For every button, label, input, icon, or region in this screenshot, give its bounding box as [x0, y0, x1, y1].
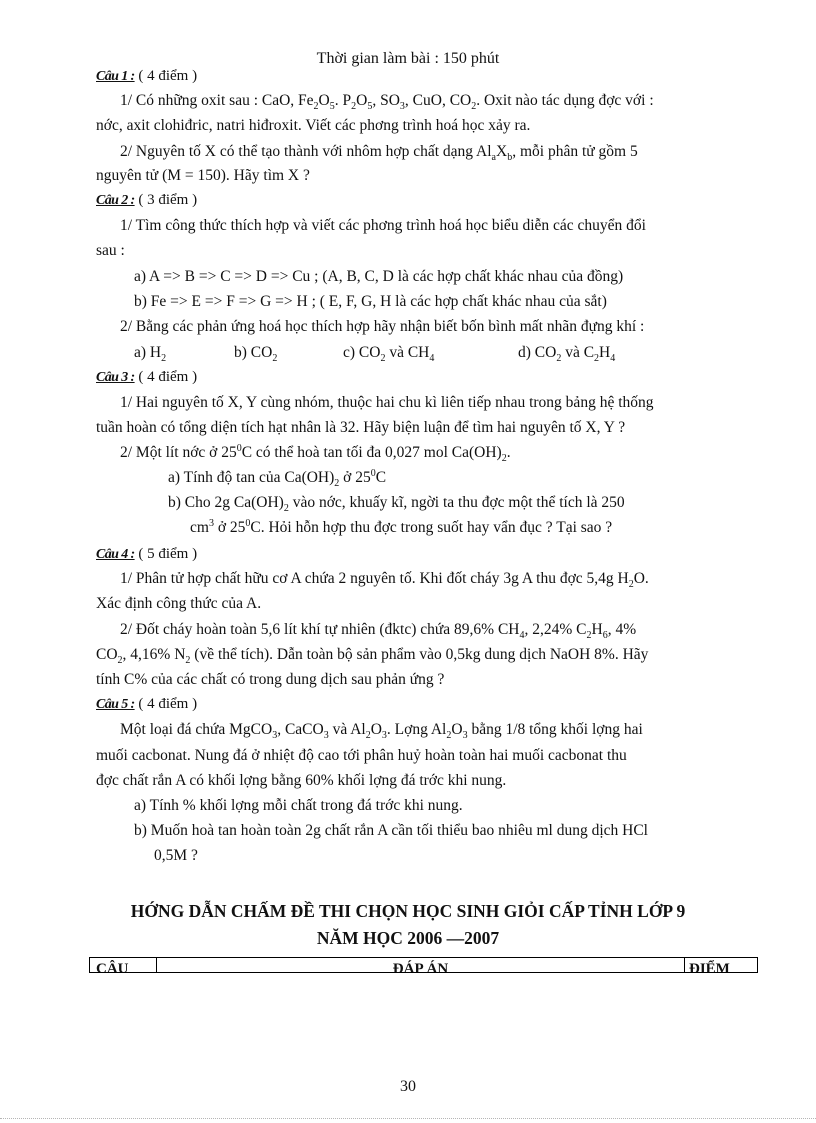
- q5-heading: Câu 5 :: [96, 697, 135, 712]
- q1-line2: nớc, axit clohiđric, natri hiđroxit. Viết các phơng trình hoá học xảy ra.: [96, 117, 531, 134]
- q5-line3: đợc chất rắn A có khối lợng bằng 60% khối lợng đá trớc khi nung.: [96, 772, 507, 789]
- guide-year: NĂM HỌC 2006 —2007: [316, 928, 500, 948]
- q3-heading: Câu 3 :: [96, 370, 135, 385]
- q2-heading-line: [96, 190, 197, 211]
- q4-line1: 1/ Phân tử hợp chất hữu cơ A chứa 2 nguyên tố. Khi đốt cháy 3g A thu đợc 5,4g $H_2O$.: [120, 570, 649, 591]
- q2-option-c: c) $CO_2$ và $CH_4$: [343, 344, 435, 365]
- exam-time: Thời gian làm bài : 150 phút: [316, 50, 500, 67]
- q4-line2: Xác định công thức của A.: [96, 595, 262, 612]
- table-col-answer: ĐÁP ÁN: [157, 958, 685, 972]
- q4-line3: 2/ Đốt cháy hoàn toàn 5,6 lít khí tự nhiên (đktc) chứa 89,6% $CH_4$, 2,24% $C_2H_6$, 4%: [120, 621, 637, 642]
- q1-heading-line: [96, 66, 197, 87]
- q5-points: ( 4 điểm ): [134, 696, 198, 712]
- q1-line1: 1/ Có những oxit sau : CaO, $Fe_2O_5$. $P_2O_5$, $SO_3$, CuO, $CO_2$. Oxit nào tác dụng đợc với :: [120, 92, 654, 113]
- page-bottom-divider: [0, 1118, 816, 1120]
- q2-option-b: b) $CO_2$: [234, 344, 278, 365]
- q2-heading: Câu 2 :: [96, 193, 135, 208]
- q3-points: ( 4 điểm ): [134, 369, 198, 385]
- q1-line3: 2/ Nguyên tố X có thể tạo thành với nhôm hợp chất dạng $Al_aX_b$, mỗi phân tử gồm 5: [120, 143, 638, 164]
- page-number: 30: [400, 1078, 416, 1095]
- q5-line1: Một loại đá chứa MgCO$_3$, CaCO$_3$ và $Al_2O_3$. Lợng $Al_2O_3$ bằng 1/8 tổng khối lợng hai: [120, 721, 643, 742]
- q2-line1: 1/ Tìm công thức thích hợp và viết các phơng trình hoá học biểu diễn các chuyển đổi: [120, 217, 646, 234]
- q3-heading-line: [96, 367, 197, 388]
- table-col-question: CÂU: [90, 958, 157, 972]
- q2-line5: 2/ Bằng các phản ứng hoá học thích hợp hãy nhận biết bốn bình mất nhãn đựng khí :: [120, 318, 645, 335]
- q2-option-d: d) $CO_2$ và $C_2H_4$: [518, 344, 616, 365]
- q2-line3: a) A => B => C => D => Cu ; (A, B, C, D là các hợp chất khác nhau của đồng): [134, 268, 624, 285]
- q3-line3: 2/ Một lít nớc ở $25^0C$ có thể hoà tan tối đa 0,027 mol $Ca(OH)_2$.: [120, 442, 511, 465]
- q3-line2: tuần hoàn có tổng diện tích hạt nhân là 32. Hãy biện luận để tìm hai nguyên tố X, Y ?: [96, 419, 626, 436]
- q1-line4: nguyên tử (M = 150). Hãy tìm X ?: [96, 167, 310, 184]
- q5-line5: b) Muốn hoà tan hoàn toàn 2g chất rắn A cần tối thiểu bao nhiêu ml dung dịch HCl: [134, 822, 648, 839]
- q2-option-a: a) $H_2$: [134, 344, 167, 365]
- q2-line4: b) Fe => E => F => G => H ; ( E, F, G, H là các hợp chất khác nhau của sắt): [134, 293, 607, 310]
- q4-line4: $CO_2$, 4,16% $N_2$ (về thể tích). Dẫn toàn bộ sản phẩm vào 0,5kg dung dịch NaOH 8%. Hãy: [96, 646, 649, 667]
- q4-line5: tính C% của các chất có trong dung dịch sau phản ứng ?: [96, 671, 445, 688]
- answer-table-header: [89, 957, 758, 973]
- q5-line4: a) Tính % khối lợng mỗi chất trong đá trớc khi nung.: [134, 797, 463, 814]
- q5-heading-line: [96, 694, 197, 715]
- q4-heading: Câu 4 :: [96, 547, 135, 562]
- guide-title: HỚNG DẪN CHẤM ĐỀ THI CHỌN HỌC SINH GIỎI CẤP TỈNH LỚP 9: [130, 901, 686, 921]
- q3-line5: b) Cho 2g $Ca(OH)_2$ vào nớc, khuấy kĩ, ngời ta thu đợc một thể tích là 250: [168, 494, 625, 515]
- q1-heading: Câu 1 :: [96, 69, 135, 84]
- q5-line6: 0,5M ?: [154, 847, 198, 864]
- q1-points: ( 4 điểm ): [134, 68, 198, 84]
- q3-line1: 1/ Hai nguyên tố X, Y cùng nhóm, thuộc hai chu kì liên tiếp nhau trong bảng hệ thống: [120, 394, 654, 411]
- table-col-score: ĐIỂM: [689, 961, 730, 973]
- q5-line2: muối cacbonat. Nung đá ở nhiệt độ cao tới phân huỷ hoàn toàn hai muối cacbonat thu: [96, 747, 627, 764]
- q4-heading-line: [96, 544, 197, 565]
- q4-points: ( 5 điểm ): [134, 546, 198, 562]
- q3-line6: $cm^3$ ở $25^0C$. Hỏi hỗn hợp thu đợc trong suốt hay vẩn đục ? Tại sao ?: [190, 517, 613, 536]
- q2-line2: sau :: [96, 242, 125, 259]
- q3-line4: a) Tính độ tan của $Ca(OH)_2$ ở $25^0C$: [168, 467, 387, 490]
- q2-points: ( 3 điểm ): [134, 192, 198, 208]
